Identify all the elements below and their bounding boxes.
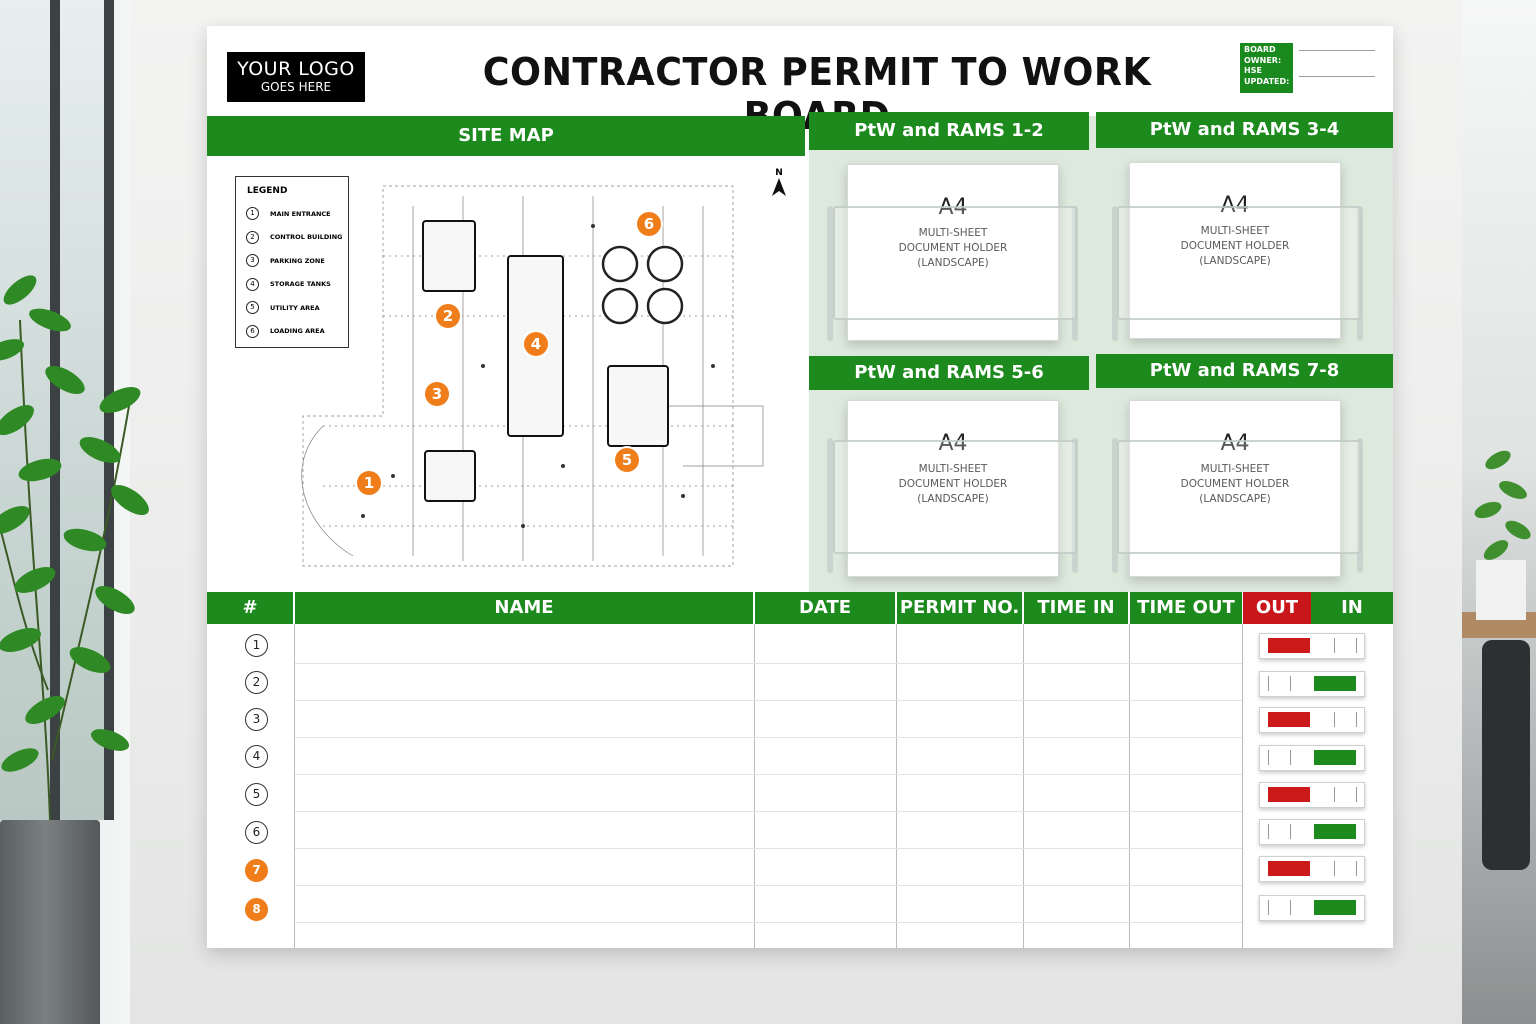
owner-line3: HSE — [1244, 66, 1262, 75]
north-arrow: N — [772, 168, 786, 199]
logo-line2: GOES HERE — [260, 80, 332, 94]
document-holder[interactable]: A4 MULTI-SHEET DOCUMENT HOLDER (LANDSCAPE) — [1129, 162, 1341, 339]
status-out-indicator — [1268, 638, 1310, 653]
col-header-number: # — [207, 592, 293, 624]
in-out-slider[interactable] — [1259, 633, 1365, 659]
site-plan-drawing — [263, 166, 783, 586]
row-number: 4 — [245, 745, 268, 768]
legend-item: 6 LOADING AREA — [246, 320, 348, 344]
map-marker: 6 — [637, 212, 661, 236]
in-out-slider[interactable] — [1259, 671, 1365, 697]
in-out-slider[interactable] — [1259, 782, 1365, 808]
document-holder[interactable]: A4 MULTI-SHEET DOCUMENT HOLDER (LANDSCAPE) — [847, 164, 1059, 341]
acrylic-pocket — [1117, 206, 1361, 320]
legend-item: 2 CONTROL BUILDING — [246, 226, 348, 250]
in-out-slider[interactable] — [1259, 856, 1365, 882]
background-plant — [1468, 420, 1536, 620]
col-header-date: DATE — [755, 592, 895, 624]
row-number: 2 — [245, 671, 268, 694]
in-out-slider[interactable] — [1259, 707, 1365, 733]
status-in-indicator — [1314, 824, 1356, 839]
acrylic-pocket — [833, 440, 1077, 554]
holder-header: PtW and RAMS 7-8 — [1096, 354, 1393, 388]
acrylic-pocket — [1117, 440, 1361, 554]
owner-line4: UPDATED: — [1244, 76, 1290, 86]
owner-write-lines — [1299, 50, 1375, 102]
legend-item: 5 UTILITY AREA — [246, 296, 348, 320]
row-number: 8 — [245, 898, 268, 921]
status-out-indicator — [1268, 712, 1310, 727]
map-marker: 2 — [436, 304, 460, 328]
legend-item: 3 PARKING ZONE — [246, 249, 348, 273]
map-marker: 5 — [615, 448, 639, 472]
row-number: 1 — [245, 634, 268, 657]
row-number: 6 — [245, 821, 268, 844]
holder-header: PtW and RAMS 3-4 — [1096, 112, 1393, 148]
logo-line1: YOUR LOGO — [237, 58, 355, 80]
legend-item: 4 STORAGE TANKS — [246, 273, 348, 297]
owner-line1: BOARD — [1244, 45, 1276, 54]
plant — [0, 260, 160, 860]
row-number: 7 — [245, 859, 268, 882]
site-map-header: SITE MAP — [207, 116, 805, 156]
site-map — [207, 156, 805, 592]
col-header-time-in: TIME IN — [1024, 592, 1128, 624]
col-header-in: IN — [1311, 592, 1393, 624]
in-out-slider[interactable] — [1259, 819, 1365, 845]
board-title: CONTRACTOR PERMIT TO WORK — [482, 50, 1152, 94]
owner-line2: OWNER: — [1244, 55, 1282, 65]
map-marker: 3 — [425, 382, 449, 406]
logo-placeholder — [227, 52, 365, 102]
permit-board — [207, 26, 1393, 948]
board-owner-box — [1240, 43, 1293, 93]
in-out-slider[interactable] — [1259, 745, 1365, 771]
row-number: 3 — [245, 708, 268, 731]
status-in-indicator — [1314, 900, 1356, 915]
in-out-slider[interactable] — [1259, 895, 1365, 921]
map-marker: 4 — [524, 332, 548, 356]
holder-header: PtW and RAMS 5-6 — [809, 356, 1089, 390]
row-number: 5 — [245, 783, 268, 806]
legend-title: LEGEND — [247, 186, 288, 196]
status-in-indicator — [1314, 676, 1356, 691]
col-header-permit: PERMIT NO. — [897, 592, 1022, 624]
map-marker: 1 — [357, 471, 381, 495]
col-header-name: NAME — [295, 592, 753, 624]
status-out-indicator — [1268, 861, 1310, 876]
legend-item: 1 MAIN ENTRANCE — [246, 202, 348, 226]
holder-header: PtW and RAMS 1-2 — [809, 112, 1089, 150]
status-out-indicator — [1268, 787, 1310, 802]
col-header-out: OUT — [1243, 592, 1311, 624]
status-in-indicator — [1314, 750, 1356, 765]
col-header-time-out: TIME OUT — [1130, 592, 1242, 624]
plant-pot — [0, 820, 100, 1024]
document-holder[interactable]: A4 MULTI-SHEET DOCUMENT HOLDER (LANDSCAPE) — [1129, 400, 1341, 577]
acrylic-pocket — [833, 206, 1077, 320]
document-holder[interactable]: A4 MULTI-SHEET DOCUMENT HOLDER (LANDSCAPE) — [847, 400, 1059, 577]
